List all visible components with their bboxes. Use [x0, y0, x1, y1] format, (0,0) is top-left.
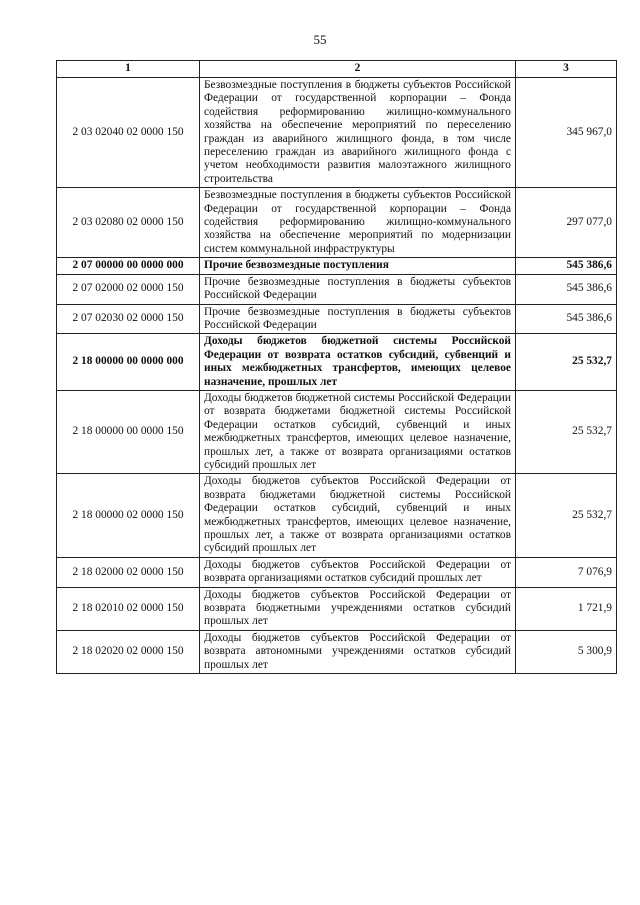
- amount-cell: 5 300,9: [516, 630, 617, 673]
- table-row: [57, 557, 617, 587]
- name-cell: Безвозмездные поступления в бюджеты субъектов Российской Федерации от государственной корпорации – Фонда содействия реформированию жилищно-коммунального хозяйства на обеспечение мероприятий по переселению граждан из аварийного жилищного фонда, в том числе переселению граждан из аварийного жилищного фонда с учетом необходимости развития малоэтажного жилищного строительства: [200, 78, 516, 188]
- amount-cell: 25 532,7: [516, 474, 617, 557]
- name-cell: Доходы бюджетов бюджетной системы Российской Федерации от возврата бюджетами бюджетной системы Российской Федерации остатков субсидий, субвенций и иных межбюджетных трансфертов, имеющих целевое назначение, прошлых лет, а также от возврата организациями остатков субсидий прошлых лет: [200, 390, 516, 473]
- code-cell: 2 07 02030 02 0000 150: [57, 304, 200, 334]
- amount-cell: 297 077,0: [516, 188, 617, 258]
- name-cell: Безвозмездные поступления в бюджеты субъектов Российской Федерации от государственной корпорации – Фонда содействия реформированию жилищно-коммунального хозяйства на обеспечение мероприятий по модернизации систем коммунальной инфраструктуры: [200, 188, 516, 258]
- column-header-1: 1: [57, 61, 200, 78]
- table-row: [57, 474, 617, 557]
- amount-cell: 1 721,9: [516, 587, 617, 630]
- amount-cell: 25 532,7: [516, 334, 617, 391]
- name-cell: Прочие безвозмездные поступления в бюджеты субъектов Российской Федерации: [200, 304, 516, 334]
- code-cell: 2 03 02080 02 0000 150: [57, 188, 200, 258]
- amount-cell: 25 532,7: [516, 390, 617, 473]
- amount-cell: 545 386,6: [516, 258, 617, 274]
- code-cell: 2 18 02000 02 0000 150: [57, 557, 200, 587]
- column-header-2: 2: [200, 61, 516, 78]
- amount-cell: 7 076,9: [516, 557, 617, 587]
- code-cell: 2 18 00000 00 0000 000: [57, 334, 200, 391]
- code-cell: 2 07 02000 02 0000 150: [57, 274, 200, 304]
- table-row: [57, 258, 617, 274]
- table-body: [57, 61, 617, 674]
- table-row: [57, 188, 617, 258]
- table-row: [57, 78, 617, 188]
- code-cell: 2 07 00000 00 0000 000: [57, 258, 200, 274]
- code-cell: 2 03 02040 02 0000 150: [57, 78, 200, 188]
- name-cell: Доходы бюджетов субъектов Российской Федерации от возврата автономными учреждениями остатков субсидий прошлых лет: [200, 630, 516, 673]
- name-cell: Доходы бюджетов бюджетной системы Российской Федерации от возврата остатков субсидий, субвенций и иных межбюджетных трансфертов, имеющих целевое назначение, прошлых лет: [200, 334, 516, 391]
- code-cell: 2 18 00000 02 0000 150: [57, 474, 200, 557]
- amount-cell: 545 386,6: [516, 304, 617, 334]
- table-row: [57, 390, 617, 473]
- amount-cell: 545 386,6: [516, 274, 617, 304]
- table-row: [57, 587, 617, 630]
- table-row: [57, 274, 617, 304]
- table-row: [57, 630, 617, 673]
- page-number: 55: [313, 32, 327, 47]
- name-cell: Доходы бюджетов субъектов Российской Федерации от возврата бюджетными учреждениями остатков субсидий прошлых лет: [200, 587, 516, 630]
- table-row: [57, 334, 617, 391]
- name-cell: Доходы бюджетов субъектов Российской Федерации от возврата бюджетами бюджетной системы Российской Федерации остатков субсидий, субвенций и иных межбюджетных трансфертов, имеющих целевое назначение, прошлых лет, а также от возврата организациями остатков субсидий прошлых лет: [200, 474, 516, 557]
- column-header-3: 3: [516, 61, 617, 78]
- name-cell: Доходы бюджетов субъектов Российской Федерации от возврата организациями остатков субсидий прошлых лет: [200, 557, 516, 587]
- code-cell: 2 18 02020 02 0000 150: [57, 630, 200, 673]
- code-cell: 2 18 00000 00 0000 150: [57, 390, 200, 473]
- amount-cell: 345 967,0: [516, 78, 617, 188]
- code-cell: 2 18 02010 02 0000 150: [57, 587, 200, 630]
- name-cell: Прочие безвозмездные поступления: [200, 258, 516, 274]
- name-cell: Прочие безвозмездные поступления в бюджеты субъектов Российской Федерации: [200, 274, 516, 304]
- table-row: [57, 304, 617, 334]
- table-header-row: [57, 61, 617, 78]
- revenue-table: [56, 60, 617, 674]
